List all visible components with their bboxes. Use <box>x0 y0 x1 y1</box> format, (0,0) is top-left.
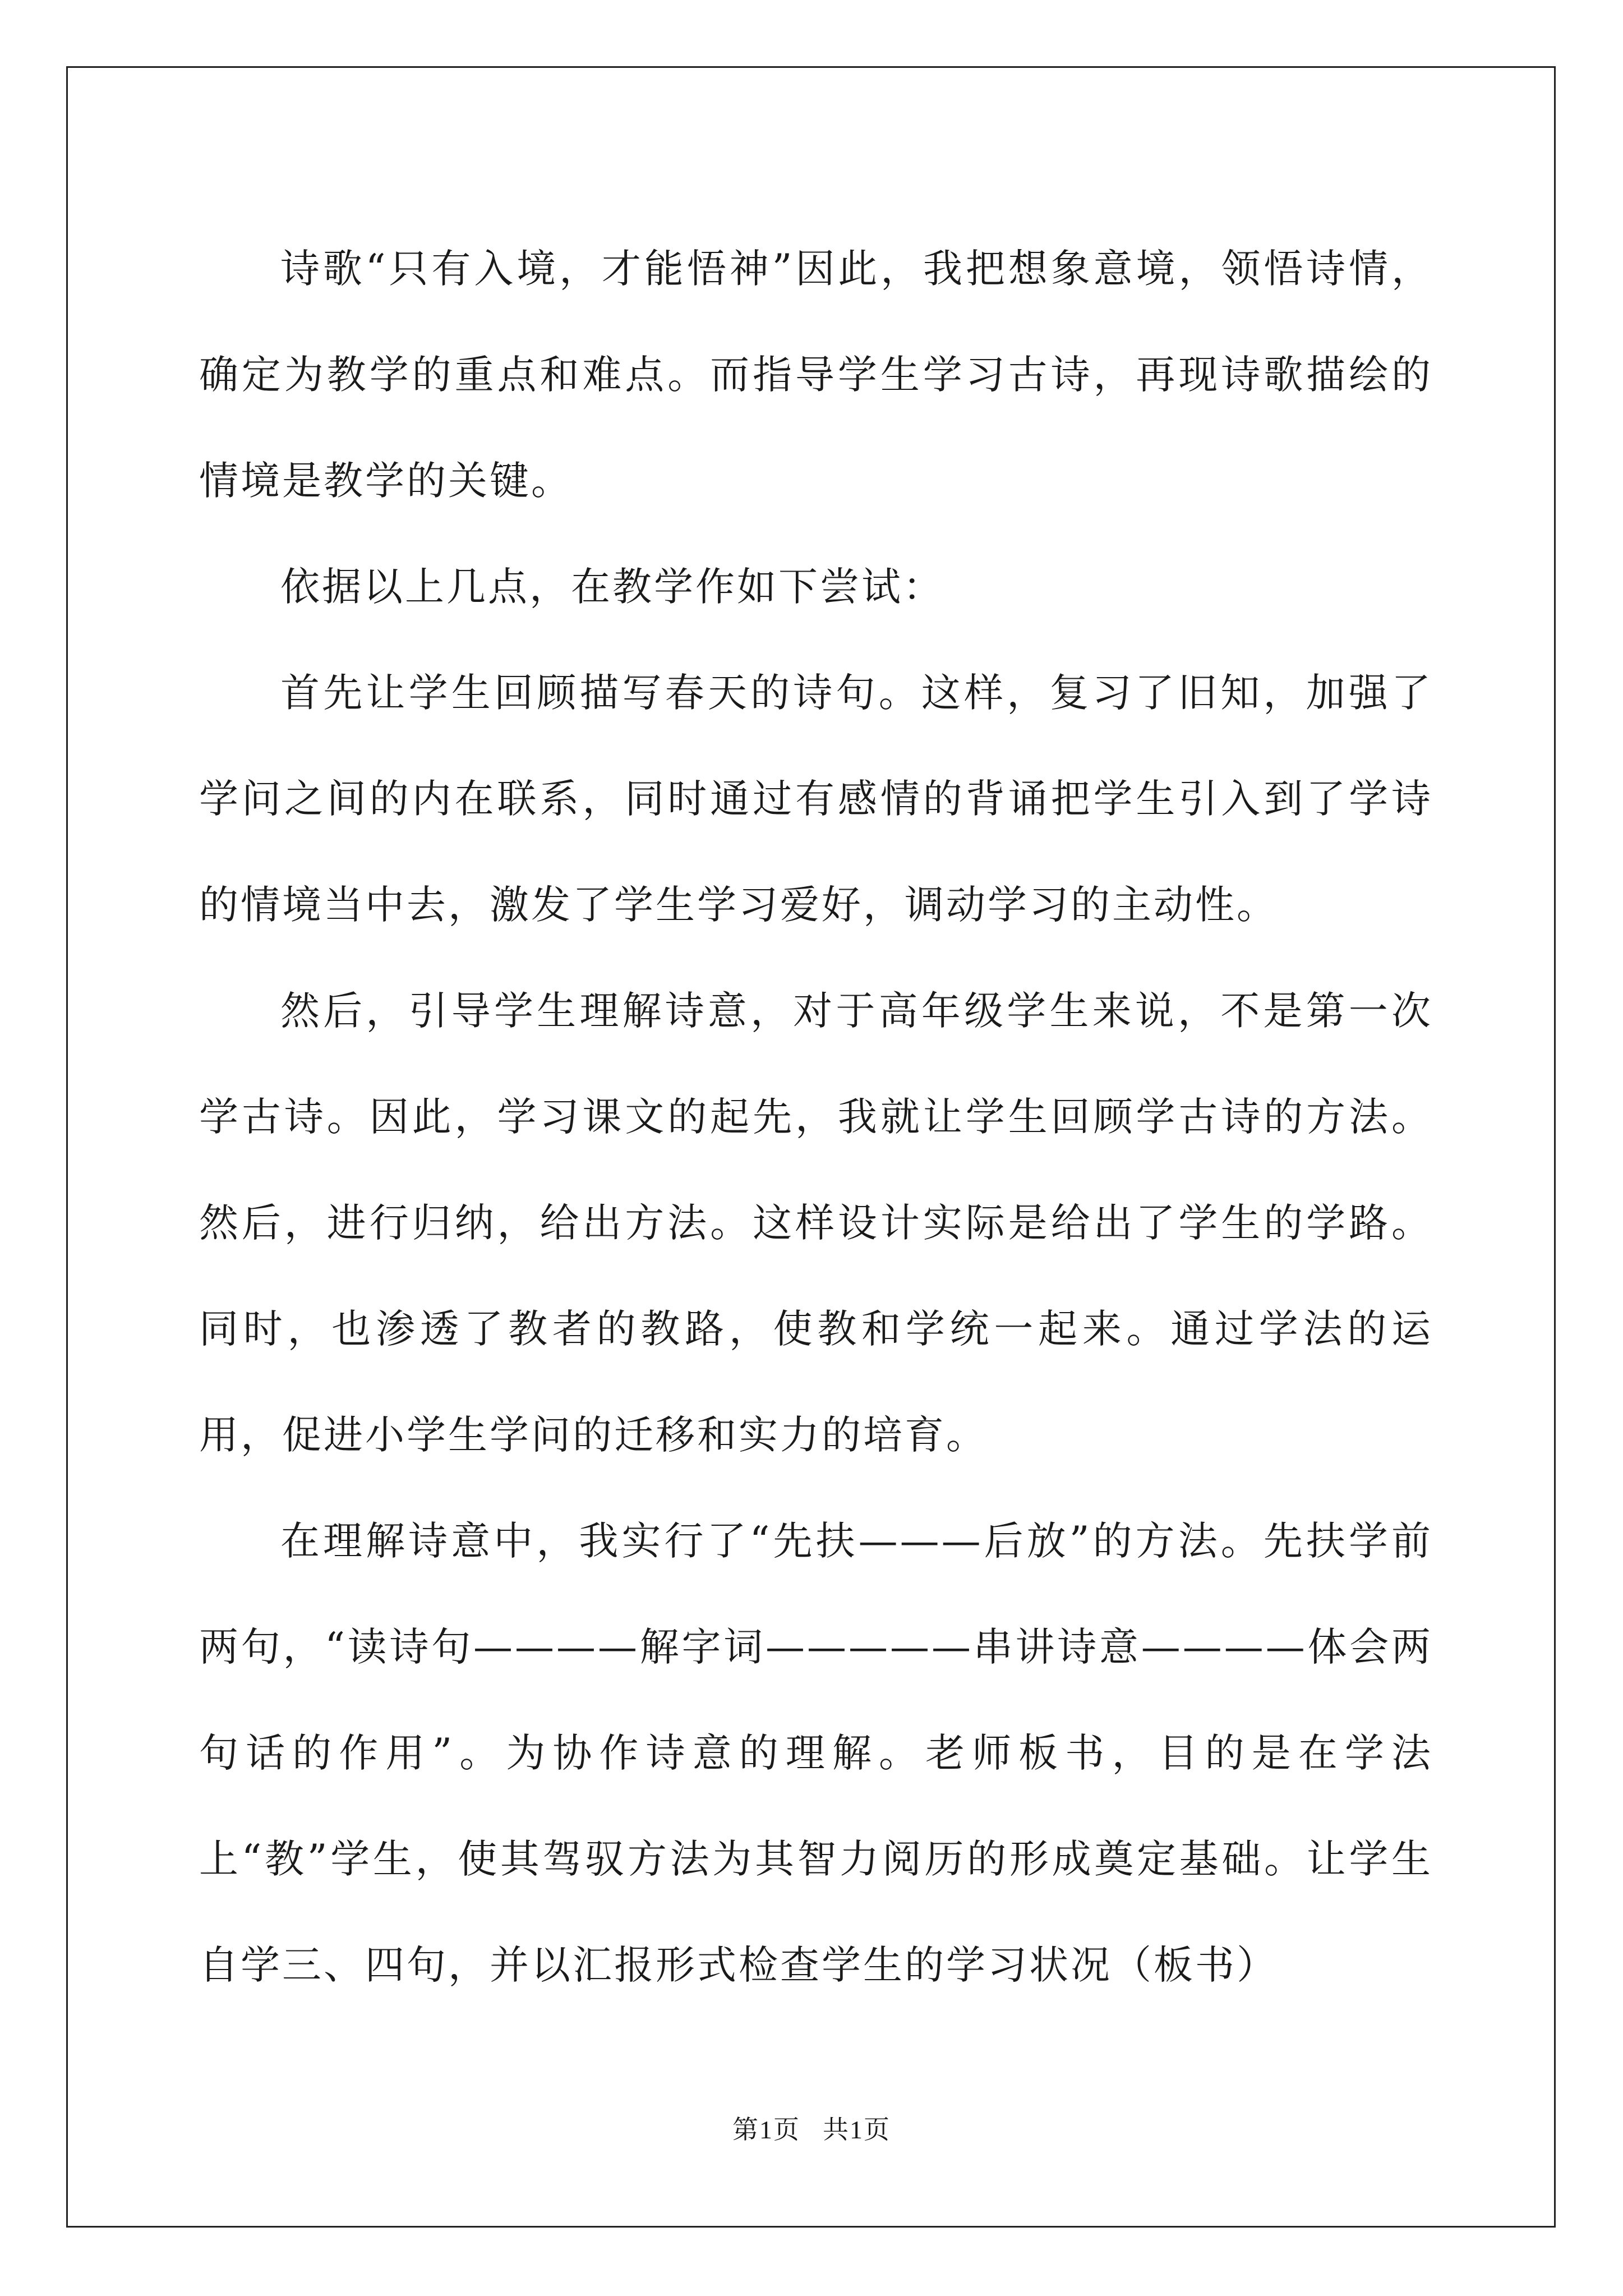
paragraph-4: 然后，引导学生理解诗意，对于高年级学生来说，不是第一次学古诗。因此，学习课文的起先，我就让学生回顾学古诗的方法。然后，进行归纳，给出方法。这样设计实际是给出了学生的学路。同时，也渗透了教者的教路，使教和学统一起来。通过学法的运用，促进小学生学问的迁移和实力的培育。 <box>199 988 1433 1458</box>
page-number-current: 第1页 <box>732 2115 800 2144</box>
paragraph-3: 首先让学生回顾描写春天的诗句。这样，复习了旧知，加强了学问之间的内在联系，同时通过有感情的背诵把学生引入到了学诗的情境当中去，激发了学生学习爱好，调动学习的主动性。 <box>199 670 1433 928</box>
paragraph-2: 依据以上几点，在教学作如下尝试： <box>280 564 944 610</box>
paragraph-5: 在理解诗意中，我实行了“先扶———后放”的方法。先扶学前两句，“读诗句————解字词—————串讲诗意————体会两句话的作用”。为协作诗意的理解。老师板书，目的是在学法上“教”学生，使其驾驭方法为其智力阅历的形成奠定基础。让学生自学三、四句，并以汇报形式检查学生的学习状况（板书） <box>199 1518 1433 1988</box>
paragraph-1: 诗歌“只有入境，才能悟神”因此，我把想象意境，领悟诗情，确定为教学的重点和难点。而指导学生学习古诗，再现诗歌描绘的情境是教学的关键。 <box>199 246 1433 504</box>
document-body <box>199 216 1433 2018</box>
page-number-total: 共1页 <box>823 2115 891 2144</box>
page-footer <box>0 2109 1623 2146</box>
